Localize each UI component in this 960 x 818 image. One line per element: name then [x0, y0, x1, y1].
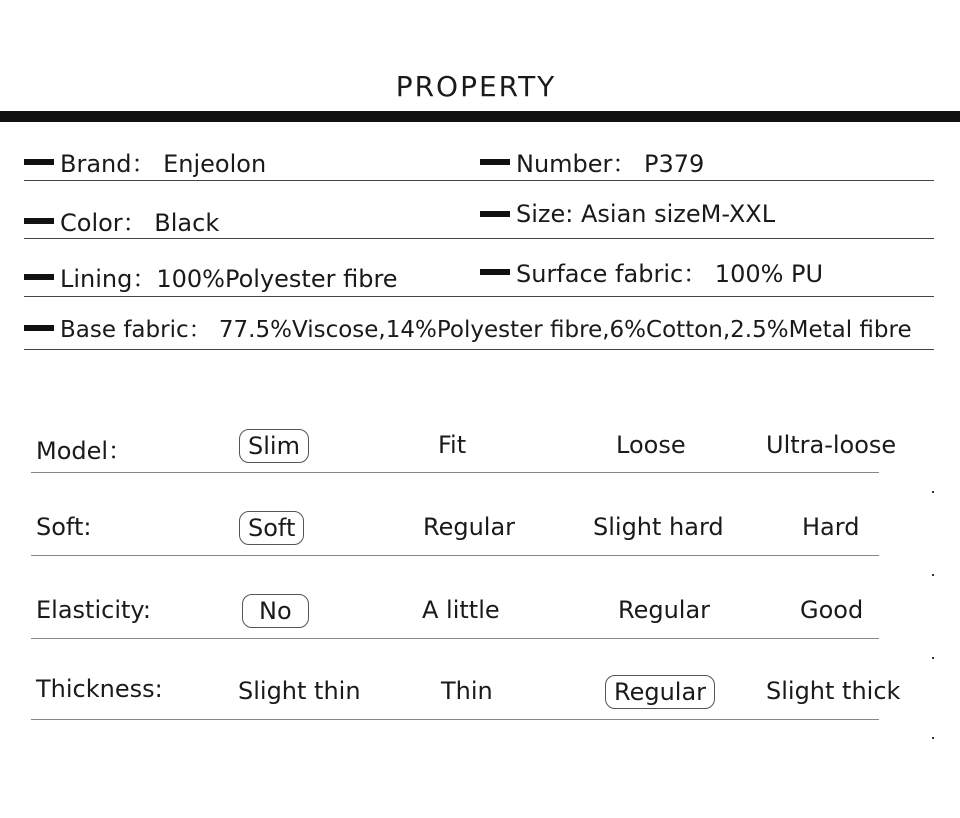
soft-option[interactable]: Slight hard: [593, 513, 724, 541]
soft-label: Soft:: [36, 513, 92, 541]
page-title: PROPERTY: [395, 70, 557, 103]
thickness-option-selected[interactable]: Regular: [605, 675, 715, 709]
property-surface: [480, 254, 823, 289]
elasticity-option[interactable]: Regular: [618, 596, 711, 624]
property-color: [24, 203, 219, 238]
soft-option[interactable]: Regular: [423, 513, 516, 541]
row-divider: [24, 238, 934, 239]
elasticity-option-selected[interactable]: No: [242, 594, 309, 628]
row-divider: [24, 180, 934, 181]
thickness-option[interactable]: Slight thin: [238, 677, 361, 705]
margin-dot: [932, 737, 934, 739]
model-label: Model：: [36, 437, 133, 465]
property-brand-text: Brand： Enjeolon: [60, 150, 267, 178]
row-divider: [24, 349, 934, 350]
table-divider: [31, 719, 879, 720]
table-divider: [31, 555, 879, 556]
elasticity-option[interactable]: A little: [422, 596, 500, 624]
dash-icon: [480, 269, 510, 275]
property-lining-text: Lining：100%Polyester fibre: [60, 265, 398, 293]
title-divider: [0, 111, 960, 122]
soft-option[interactable]: Hard: [802, 513, 860, 541]
margin-dot: [932, 657, 934, 659]
model-option[interactable]: Ultra-loose: [766, 431, 897, 459]
property-size: [480, 200, 775, 228]
property-size-text: Size: Asian sizeM-XXL: [516, 200, 776, 228]
dash-icon: [480, 159, 510, 165]
dash-icon: [24, 159, 54, 165]
elasticity-label: Elasticity:: [36, 596, 151, 624]
row-divider: [24, 296, 934, 297]
thickness-label: Thickness:: [36, 675, 163, 703]
property-surface-text: Surface fabric： 100% PU: [516, 260, 824, 288]
property-color-text: Color： Black: [60, 209, 220, 237]
dash-icon: [24, 218, 54, 224]
property-brand: [24, 144, 266, 179]
dash-icon: [24, 274, 54, 280]
dash-icon: [480, 211, 510, 217]
margin-dot: [932, 574, 934, 576]
elasticity-option[interactable]: Good: [800, 596, 864, 624]
model-option[interactable]: Fit: [438, 431, 467, 459]
margin-dot: [932, 491, 934, 493]
table-divider: [31, 638, 879, 639]
thickness-option[interactable]: Slight thick: [766, 677, 901, 705]
property-base-text: Base fabric： 77.5%Viscose,14%Polyester fibre,6%Cotton,2.5%Metal fibre: [60, 317, 912, 343]
property-lining: [24, 259, 398, 294]
model-option[interactable]: Loose: [616, 431, 686, 459]
thickness-option[interactable]: Thin: [441, 677, 493, 705]
dash-icon: [24, 325, 54, 331]
property-number-text: Number： P379: [516, 150, 705, 178]
soft-option-selected[interactable]: Soft: [239, 511, 304, 545]
model-option-selected[interactable]: Slim: [239, 429, 309, 463]
table-divider: [31, 472, 879, 473]
property-base: [24, 311, 912, 344]
property-number: [480, 144, 704, 179]
